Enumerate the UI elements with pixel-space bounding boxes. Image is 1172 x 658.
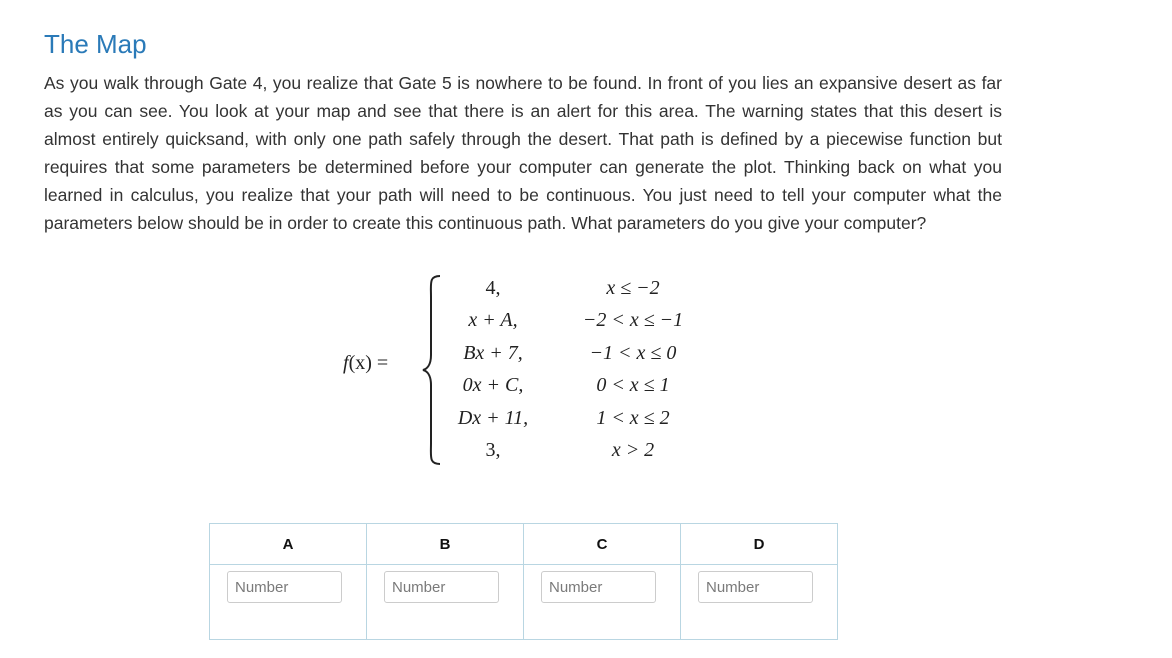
case-condition: 0 < x ≤ 1 [596, 374, 670, 396]
case-expression: Dx + 11, [457, 407, 529, 429]
answer-b-input[interactable] [384, 571, 499, 603]
case-expression: x + A, [468, 309, 518, 331]
header-c: C [524, 524, 681, 565]
answer-cell-a [210, 565, 367, 640]
case-expression: 3, [485, 439, 501, 461]
case-condition: x > 2 [611, 439, 655, 461]
case-condition: 1 < x ≤ 2 [596, 407, 670, 429]
case-condition: −1 < x ≤ 0 [589, 342, 677, 364]
answer-cell-d [681, 565, 838, 640]
answer-c-input[interactable] [541, 571, 656, 603]
case-condition: −2 < x ≤ −1 [582, 309, 684, 331]
function-name: f [343, 352, 349, 374]
answer-cell-c [524, 565, 681, 640]
equation-lhs [343, 352, 388, 375]
answer-input-row [210, 565, 838, 640]
case-expression: Bx + 7, [463, 342, 523, 364]
left-brace-icon [421, 275, 441, 465]
answer-header-row [210, 524, 838, 565]
case-expression: 0x + C, [462, 374, 524, 396]
answer-table [209, 523, 838, 640]
function-argument: (x) = [348, 352, 389, 374]
header-b: B [367, 524, 524, 565]
piecewise-equation [343, 270, 723, 470]
answer-cell-b [367, 565, 524, 640]
case-expression: 4, [485, 277, 501, 299]
answer-a-input[interactable] [227, 571, 342, 603]
header-d: D [681, 524, 838, 565]
answer-d-input[interactable] [698, 571, 813, 603]
case-condition: x ≤ −2 [606, 277, 660, 299]
header-a: A [210, 524, 367, 565]
page-title: The Map [44, 29, 147, 59]
question-text: As you walk through Gate 4, you realize that Gate 5 is nowhere to be found. In front of you lies an expansive desert as far as you can see. You look at your map and see that there is an alert for this area. The warning states that this desert is almost entirely quicksand, with only one path safely through the desert. That path is defined by a piecewise function but requires that some parameters be determined before your computer can generate the plot. Thinking back on what you learned in calculus, you realize that your path will need to be continuous. You just need to tell your computer what the parameters below should be in order to create this continuous path. What parameters do you give your computer? [44, 73, 1002, 233]
